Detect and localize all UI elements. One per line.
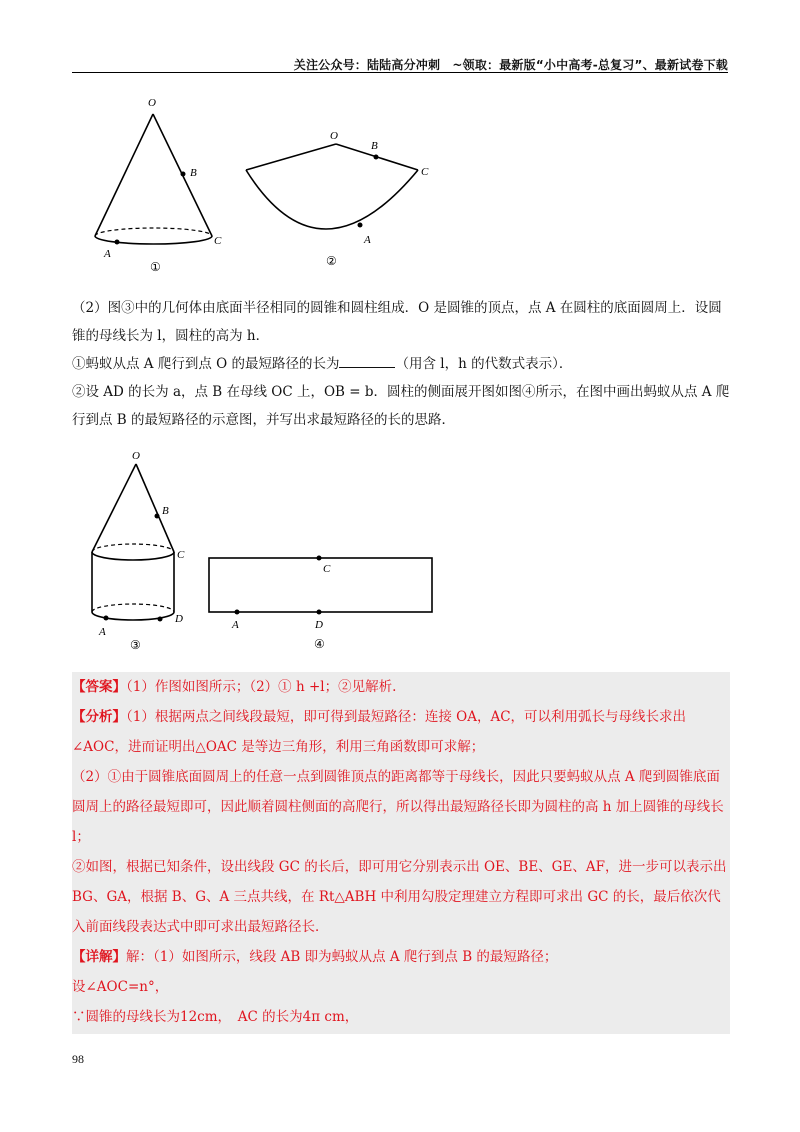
fig3-label-O: O <box>132 450 140 462</box>
figure-3-cone-cylinder <box>84 448 204 656</box>
answer-blank <box>339 355 395 368</box>
question-part2-item1: ①蚂蚁从点 A 爬行到点 O 的最短路径的长为 （用含 l，h 的代数式表示）． <box>72 356 573 372</box>
figure-2-sector <box>240 128 440 273</box>
fig2-caption: ② <box>326 254 337 268</box>
header-rule <box>72 72 728 73</box>
fig1-label-B: B <box>190 167 197 179</box>
fig3-label-D: D <box>175 613 183 625</box>
detail-intro: 【详解】解：（1）如图所示，线段 AB 即为蚂蚁从点 A 爬行到点 B 的最短路径； <box>72 949 558 965</box>
figure-1-cone <box>86 94 236 274</box>
answer-line: 【答案】（1）作图如图所示；（2）① h +l；②见解析. <box>72 679 397 695</box>
fig4-label-A: A <box>232 619 239 631</box>
fig3-label-A: A <box>99 626 106 638</box>
fig1-label-A: A <box>104 248 111 260</box>
fig3-label-C: C <box>177 549 185 561</box>
analysis-part1: 【分析】（1）根据两点之间线段最短，即可得到最短路径：连接 OA，AC，可以利用弧长与母线长求出∠AOC，进而证明出△OAC 是等边三角形，利用三角函数即可求解； <box>72 709 687 755</box>
figure-4-rectangle <box>204 552 440 656</box>
fig2-label-C: C <box>421 166 429 178</box>
fig4-label-D: D <box>315 619 323 631</box>
page-header: 关注公众号：陆陆高分冲刺 ~领取：最新版“小中高考-总复习”、最新试卷下载 <box>293 58 728 72</box>
page-number: 98 <box>72 1052 84 1066</box>
fig4-caption: ④ <box>314 637 325 651</box>
fig4-label-C: C <box>323 563 331 575</box>
fig2-label-B: B <box>371 140 378 152</box>
fig3-label-B: B <box>162 505 169 517</box>
fig2-label-A: A <box>364 234 371 246</box>
fig1-label-O: O <box>148 97 156 109</box>
question-part2-item2: ②设 AD 的长为 a，点 B 在母线 OC 上，OB = b．圆柱的侧面展开图如图④所示，在图中画出蚂蚁从点 A 爬行到点 B 的最短路径的示意图，并写出求最短路径的长的思路． <box>72 384 730 428</box>
detail-line-lengths: ∵圆锥的母线长为12cm， AC 的长为4π cm， <box>72 1009 359 1025</box>
fig1-caption: ① <box>150 260 161 274</box>
fig2-label-O: O <box>330 130 338 142</box>
question-part2-intro: （2）图③中的几何体由底面半径相同的圆锥和圆柱组成．O 是圆锥的顶点，点 A 在圆柱的底面圆周上．设圆锥的母线长为 l，圆柱的高为 h． <box>72 300 722 344</box>
detail-line-angle: 设∠AOC=n°， <box>72 979 169 995</box>
fig3-caption: ③ <box>130 638 141 652</box>
fig1-label-C: C <box>214 235 222 247</box>
analysis-part2-item1: （2）①由于圆锥底面圆周上的任意一点到圆锥顶点的距离都等于母线长，因此只要蚂蚁从点 A 爬到圆锥底面圆周上的路径最短即可，因此顺着圆柱侧面的高爬行，所以得出最短路径长即为圆柱的高 h 加上圆锥的母线长 l； <box>72 769 724 845</box>
analysis-part2-item2: ②如图，根据已知条件，设出线段 GC 的长后，即可用它分别表示出 OE、BE、GE、AF，进一步可以表示出 BG、GA，根据 B、G、A 三点共线，在 Rt△ABH 中利用勾股定理建立方程即可求出 GC 的长，最后依次代入前面线段表达式中即可求出最短路径长． <box>72 859 727 935</box>
